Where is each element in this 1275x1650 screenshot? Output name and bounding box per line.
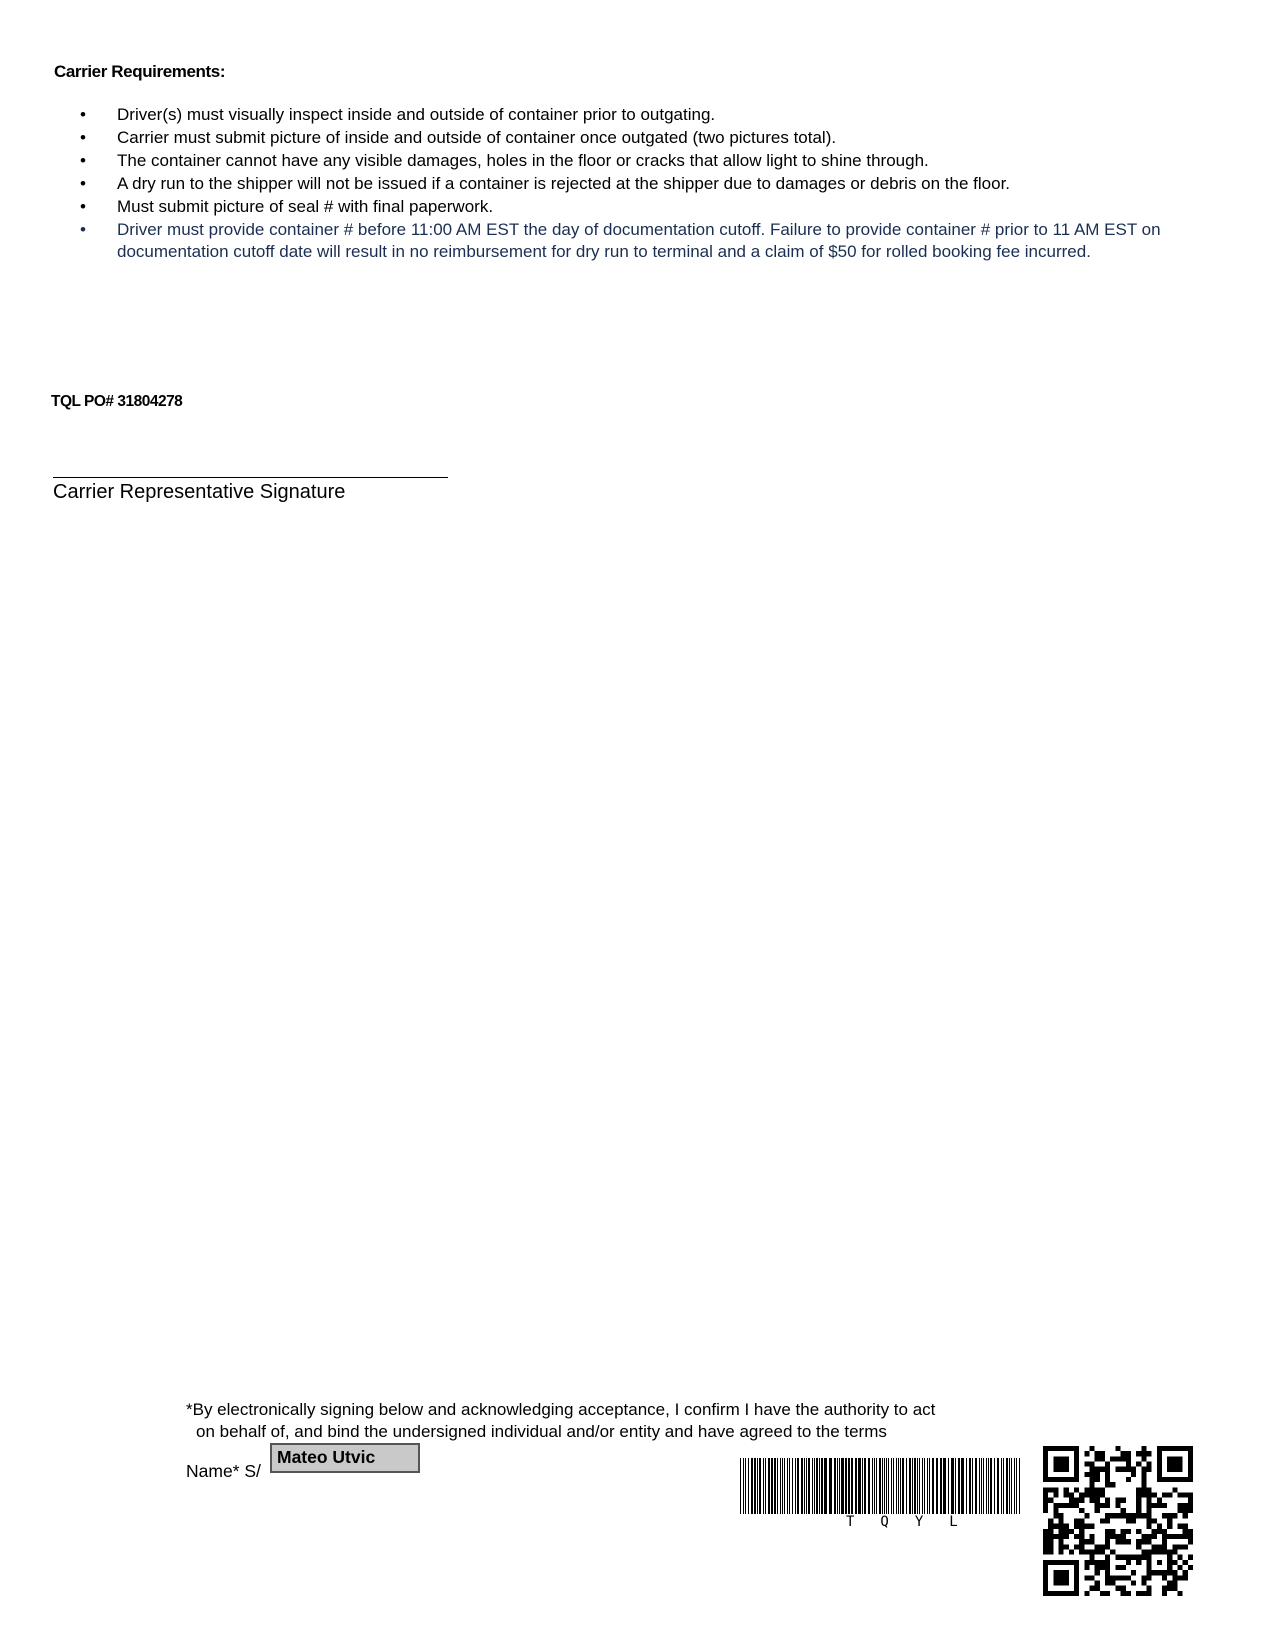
acknowledgement-line-1: *By electronically signing below and acknowledging acceptance, I confirm I have the authority to act [186, 1400, 936, 1419]
qr-code-icon [1043, 1446, 1193, 1596]
signature-caption: Carrier Representative Signature [53, 481, 346, 503]
acknowledgement-line-2: on behalf of, and bind the undersigned individual and/or entity and have agreed to the terms [196, 1422, 887, 1441]
requirement-text: A dry run to the shipper will not be issued if a container is rejected at the shipper due to damages or debris on the floor. [117, 174, 1011, 193]
bullet-icon: • [80, 174, 86, 193]
list-item-container-deadline [80, 219, 1200, 262]
list-item [80, 127, 1200, 149]
list-item [80, 104, 1200, 126]
carrier-requirements-heading: Carrier Requirements: [54, 62, 226, 81]
bullet-icon: • [80, 128, 86, 147]
po-number: TQL PO# 31804278 [51, 393, 183, 410]
signature-line[interactable] [53, 477, 448, 478]
requirement-text: Driver(s) must visually inspect inside and outside of container prior to outgating. [117, 105, 716, 124]
barcode-icon [740, 1458, 1022, 1514]
bullet-icon: • [80, 197, 86, 216]
bullet-icon: • [80, 220, 86, 239]
list-item [80, 196, 1200, 218]
name-input[interactable]: Mateo Utvic [270, 1443, 420, 1473]
requirement-text: Driver must provide container # before 11:00 AM EST the day of documentation cutoff. Failure to provide container # prior to 11 AM EST on documentation cutoff date will result in no reimbursement for dry run to terminal and a claim of $50 for rolled booking fee incurred. [117, 220, 1161, 261]
requirement-text: Must submit picture of seal # with final paperwork. [117, 197, 494, 216]
requirement-text: The container cannot have any visible damages, holes in the floor or cracks that allow light to shine through. [117, 151, 929, 170]
requirement-text: Carrier must submit picture of inside and outside of container once outgated (two pictures total). [117, 128, 837, 147]
barcode-label: TQYL [846, 1514, 984, 1530]
list-item [80, 150, 1200, 172]
list-item [80, 173, 1200, 195]
carrier-requirements-list [80, 104, 1200, 264]
bullet-icon: • [80, 105, 86, 124]
name-field-label: Name* S/ [186, 1461, 261, 1481]
acknowledgement-text [186, 1399, 1046, 1443]
bullet-icon: • [80, 151, 86, 170]
